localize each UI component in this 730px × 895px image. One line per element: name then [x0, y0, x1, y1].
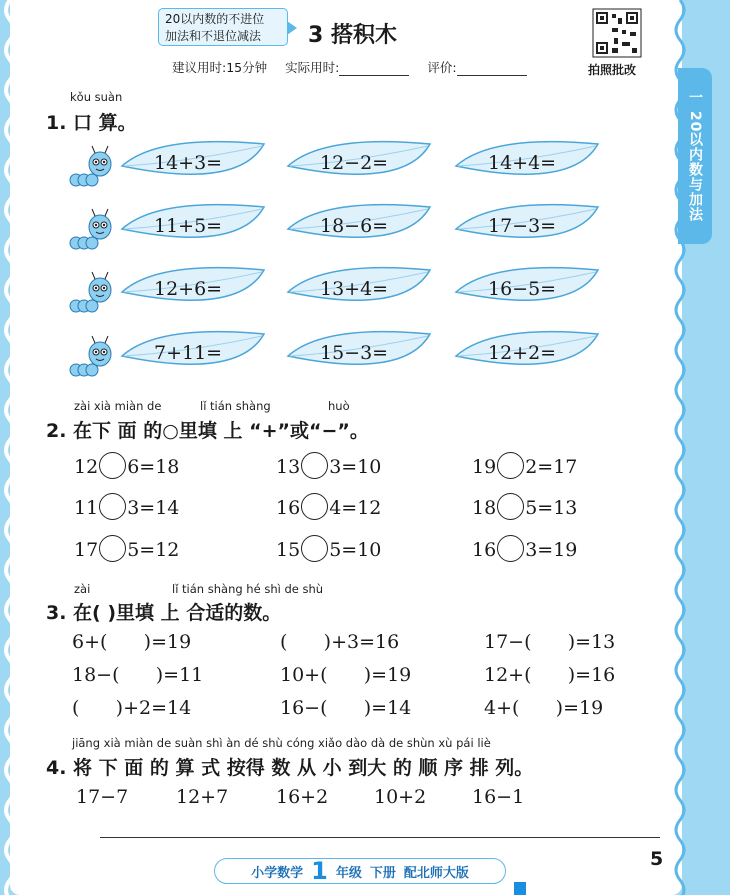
- equation-right: 5=10: [329, 539, 382, 561]
- leaf-problem[interactable]: [452, 140, 602, 188]
- equation-left: 19: [472, 456, 497, 478]
- footer-subject: 小学数学: [251, 865, 304, 881]
- sort-expression: 12+7: [176, 786, 229, 808]
- caterpillar-icon: [62, 142, 118, 190]
- actual-time-label: 实际用时:: [285, 60, 340, 75]
- leaf-problem[interactable]: [284, 330, 434, 378]
- qr-code-icon[interactable]: [592, 8, 642, 58]
- sign-equation: [472, 452, 577, 479]
- equation-left: 15: [276, 539, 301, 561]
- oral-calc-expression: 15−3=: [320, 342, 389, 364]
- q3-pinyin-1: zài: [74, 582, 91, 596]
- topic-line-1: 20以内数的不进位: [165, 12, 265, 26]
- equation-left: 11: [74, 497, 99, 519]
- fill-number-equation[interactable]: 17−( )=13: [484, 631, 616, 653]
- q1-title: 1. 口 算。: [46, 112, 137, 134]
- equation-left: 18: [472, 497, 497, 519]
- leaf-problem[interactable]: [118, 266, 268, 314]
- equation-right: 6=18: [127, 456, 180, 478]
- sign-circle[interactable]: [497, 493, 524, 520]
- q4-pinyin: jiāng xià miàn de suàn shì àn dé shù cóng xiǎo dào dà de shùn xù pái liè: [72, 736, 491, 750]
- equation-right: 4=12: [329, 497, 382, 519]
- sign-circle[interactable]: [99, 535, 126, 562]
- equation-right: 3=14: [127, 497, 180, 519]
- equation-left: 12: [74, 456, 99, 478]
- equation-right: 5=13: [525, 497, 578, 519]
- q2-pinyin-1: zài xià miàn de: [74, 399, 162, 413]
- fill-number-equation[interactable]: 10+( )=19: [280, 664, 412, 686]
- sort-expression: 16+2: [276, 786, 329, 808]
- sort-expression: 17−7: [76, 786, 129, 808]
- caterpillar-icon: [62, 332, 118, 380]
- fill-number-equation[interactable]: 18−( )=11: [72, 664, 204, 686]
- oral-calc-expression: 16−5=: [488, 278, 557, 300]
- q2-pinyin-2: lǐ tián shàng: [200, 399, 271, 413]
- time-evaluation-row: [172, 58, 552, 76]
- oral-calc-expression: 12+2=: [488, 342, 557, 364]
- sign-circle[interactable]: [301, 535, 328, 562]
- sort-expression: 16−1: [472, 786, 525, 808]
- sign-circle[interactable]: [99, 493, 126, 520]
- book-footer-badge: [214, 858, 506, 884]
- lesson-title: 3 搭积木: [308, 23, 397, 48]
- oral-calc-expression: 14+4=: [488, 152, 557, 174]
- equation-left: 16: [276, 497, 301, 519]
- sign-equation: [472, 535, 577, 562]
- oral-calc-expression: 12−2=: [320, 152, 389, 174]
- sign-circle[interactable]: [497, 452, 524, 479]
- actual-time-field[interactable]: [339, 75, 409, 76]
- footer-marker: [514, 882, 526, 895]
- oral-calc-expression: 13+4=: [320, 278, 389, 300]
- leaf-problem[interactable]: [284, 266, 434, 314]
- fill-number-equation[interactable]: 4+( )=19: [484, 697, 604, 719]
- topic-line-2: 加法和不退位减法: [165, 29, 262, 43]
- leaf-problem[interactable]: [284, 140, 434, 188]
- sign-equation: [276, 535, 381, 562]
- leaf-problem[interactable]: [452, 330, 602, 378]
- sign-equation: [276, 452, 381, 479]
- sign-equation: [74, 535, 179, 562]
- topic-box: [158, 8, 288, 46]
- equation-left: 17: [74, 539, 99, 561]
- q2-title: 2. 在下 面 的○里填 上 “+”或“−”。: [46, 420, 369, 442]
- equation-left: 13: [276, 456, 301, 478]
- equation-left: 16: [472, 539, 497, 561]
- qr-label: 拍照批改: [588, 63, 637, 77]
- sign-circle[interactable]: [497, 535, 524, 562]
- leaf-problem[interactable]: [118, 140, 268, 188]
- page-number: 5: [650, 848, 664, 870]
- suggested-time: 建议用时:15分钟: [172, 60, 268, 75]
- evaluation-label: 评价:: [427, 60, 457, 75]
- sort-expression: 10+2: [374, 786, 427, 808]
- q1-pinyin: kǒu suàn: [70, 90, 123, 104]
- fill-number-equation[interactable]: 16−( )=14: [280, 697, 412, 719]
- sign-equation: [472, 493, 577, 520]
- caterpillar-icon: [62, 268, 118, 316]
- oral-calc-expression: 14+3=: [154, 152, 223, 174]
- q2-pinyin-3: huò: [328, 399, 350, 413]
- equation-right: 3=10: [329, 456, 382, 478]
- leaf-problem[interactable]: [452, 203, 602, 251]
- q3-pinyin-2: lǐ tián shàng hé shì de shù: [172, 582, 324, 596]
- leaf-problem[interactable]: [452, 266, 602, 314]
- sign-circle[interactable]: [99, 452, 126, 479]
- q4-title: 4. 将 下 面 的 算 式 按得 数 从 小 到大 的 顺 序 排 列。: [46, 757, 534, 779]
- sign-circle[interactable]: [301, 493, 328, 520]
- sign-equation: [74, 493, 179, 520]
- equation-right: 5=12: [127, 539, 180, 561]
- caterpillar-icon: [62, 205, 118, 253]
- fill-number-equation[interactable]: 6+( )=19: [72, 631, 192, 653]
- sign-equation: [276, 493, 381, 520]
- footer-edition: 配北师大版: [403, 865, 469, 881]
- equation-right: 3=19: [525, 539, 578, 561]
- oral-calc-expression: 18−6=: [320, 215, 389, 237]
- evaluation-field[interactable]: [457, 75, 527, 76]
- leaf-problem[interactable]: [118, 203, 268, 251]
- sign-equation: [74, 452, 179, 479]
- fill-number-equation[interactable]: ( )+3=16: [280, 631, 400, 653]
- oral-calc-expression: 17−3=: [488, 215, 557, 237]
- sign-circle[interactable]: [301, 452, 328, 479]
- footer-grade: 年级: [335, 865, 362, 881]
- fill-number-equation[interactable]: ( )+2=14: [72, 697, 192, 719]
- oral-calc-expression: 7+11=: [154, 342, 223, 364]
- equation-right: 2=17: [525, 456, 578, 478]
- leaf-problem[interactable]: [284, 203, 434, 251]
- footer-grade-number: 1: [311, 857, 328, 885]
- footer-divider: [100, 837, 660, 838]
- oral-calc-expression: 11+5=: [154, 215, 223, 237]
- q3-title: 3. 在( )里填 上 合适的数。: [46, 602, 282, 624]
- leaf-problem[interactable]: [118, 330, 268, 378]
- oral-calc-expression: 12+6=: [154, 278, 223, 300]
- chapter-side-tab: 一 20以内数与加法: [678, 68, 712, 244]
- footer-term: 下册: [369, 865, 396, 881]
- fill-number-equation[interactable]: 12+( )=16: [484, 664, 616, 686]
